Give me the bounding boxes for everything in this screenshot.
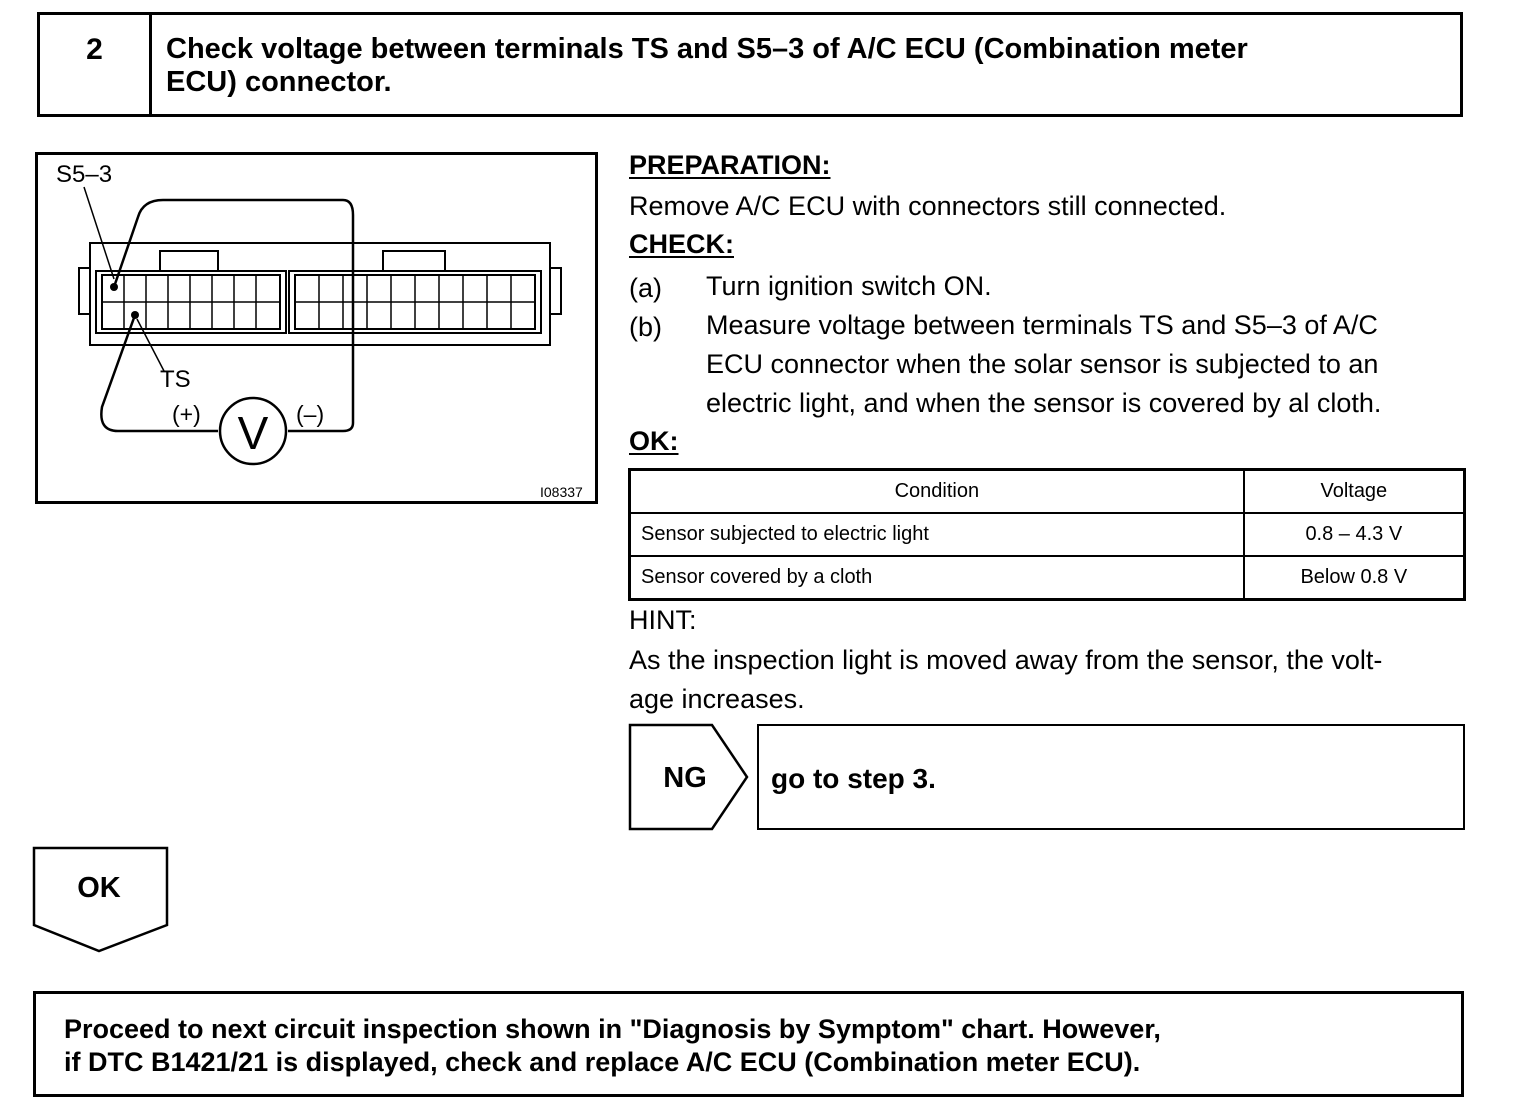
table-row	[630, 556, 1465, 600]
table-cell-voltage: 0.8 – 4.3 V	[1244, 513, 1465, 556]
preparation-heading: PREPARATION:	[629, 150, 831, 180]
check-item-b-line-2: ECU connector when the solar sensor is subjected to an	[706, 349, 1379, 379]
connector-diagram-svg	[38, 155, 595, 501]
terminal-ts-point	[131, 311, 139, 319]
label-ts: TS	[160, 366, 191, 393]
step-title-line-1: Check voltage between terminals TS and S5–3 of A/C ECU (Combination meter	[166, 33, 1248, 65]
ok-label: OK	[77, 872, 121, 904]
connector-latch-left	[79, 268, 90, 314]
ng-result-box	[757, 724, 1465, 830]
connector-tab-left	[160, 251, 218, 271]
check-item-a-text: Turn ignition switch ON.	[706, 271, 992, 301]
label-s5-3: S5–3	[56, 161, 113, 188]
check-item-a-label: (a)	[629, 273, 662, 303]
step-header	[37, 12, 1463, 117]
terminal-s5-3-point	[110, 283, 118, 291]
hint-text	[629, 641, 1479, 719]
leader-s5-3	[84, 187, 114, 279]
step-number: 2	[40, 15, 152, 114]
table-cell-voltage: Below 0.8 V	[1244, 556, 1465, 600]
hint-line-2: age increases.	[629, 684, 805, 714]
ng-arrow	[627, 722, 753, 832]
hint-line-1: As the inspection light is moved away from the sensor, the volt-	[629, 645, 1383, 675]
label-plus: (+)	[172, 401, 201, 427]
check-item-b-line-1: Measure voltage between terminals TS and S5–3 of A/C	[706, 310, 1378, 340]
connector-tab-right	[383, 251, 445, 271]
table-row	[630, 513, 1465, 556]
connector-latch-right	[550, 268, 561, 314]
step-title-line-2: ECU) connector.	[166, 66, 392, 98]
ng-result-text: go to step 3.	[771, 763, 936, 794]
proceed-line-1: Proceed to next circuit inspection shown in "Diagnosis by Symptom" chart. However,	[64, 1014, 1161, 1044]
label-minus: (–)	[296, 401, 325, 427]
table-header-row	[630, 470, 1465, 514]
ok-arrow	[31, 845, 171, 955]
table-cell-condition: Sensor covered by a cloth	[630, 556, 1244, 600]
check-heading: CHECK:	[629, 229, 734, 259]
check-item-b-label: (b)	[629, 312, 662, 342]
check-item-b-text	[706, 306, 1476, 423]
terminal-grid	[102, 275, 535, 329]
spec-table	[628, 468, 1466, 601]
table-header-voltage: Voltage	[1244, 470, 1465, 514]
proceed-box	[33, 991, 1464, 1097]
ok-heading: OK:	[629, 426, 679, 456]
proceed-line-2: if DTC B1421/21 is displayed, check and replace A/C ECU (Combination meter ECU).	[64, 1047, 1141, 1077]
connector-diagram	[35, 152, 598, 504]
check-item-b-line-3: electric light, and when the sensor is covered by al cloth.	[706, 388, 1382, 418]
step-title	[166, 33, 1436, 99]
voltmeter-symbol: V	[237, 407, 269, 459]
hint-heading: HINT:	[629, 605, 697, 635]
figure-id: I08337	[540, 484, 583, 500]
table-cell-condition: Sensor subjected to electric light	[630, 513, 1244, 556]
preparation-text: Remove A/C ECU with connectors still connected.	[629, 191, 1227, 221]
ng-label: NG	[663, 762, 707, 794]
table-header-condition: Condition	[630, 470, 1244, 514]
